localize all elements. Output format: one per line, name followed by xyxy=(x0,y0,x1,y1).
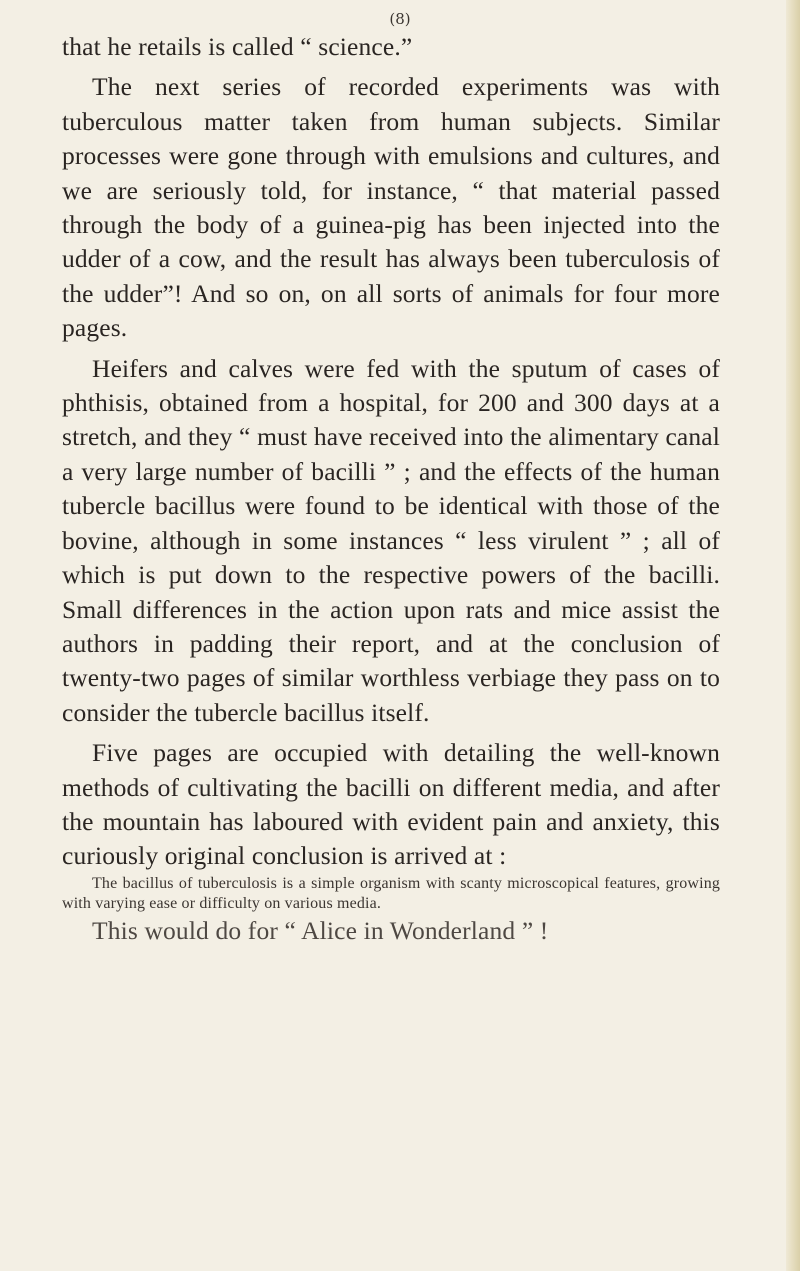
quoted-conclusion: The bacillus of tuberculosis is a simple organism with scanty microscopical features, growing with varying ease or difficulty on various media. xyxy=(62,874,720,912)
page-number: (8) xyxy=(389,10,411,28)
closing-line: This would do for “ Alice in Wonderland ” ! xyxy=(92,915,549,945)
paragraph-cultivation: Five pages are occupied with detailing the well-known methods of cultivating the bacilli on different media, and after the mountain has laboured with evident pain and anxiety, this curiously original conclusion is arrived at : xyxy=(62,738,720,871)
page-body xyxy=(62,30,720,948)
paragraph-continuation: that he retails is called “ science.” xyxy=(62,32,413,61)
paragraph-heifers: Heifers and calves were fed with the sputum of cases of phthisis, obtained from a hospital, for 200 and 300 days at a stretch, and they “ must have received into the alimentary canal a very large number of bacilli ” ; and the effects of the human tubercle bacillus were found to be identical with those of the bovine, although in some instances “ less virulent ” ; all of which is put down to the respective powers of the bacilli. Small differences in the action upon rats and mice assist the authors in padding their report, and at the conclusion of twenty-two pages of similar worthless verbiage they pass on to consider the tubercle bacillus itself. xyxy=(62,353,720,727)
page-edge xyxy=(786,0,800,1271)
paragraph-experiments: The next series of recorded experiments was with tuberculous matter taken from human subjects. Similar processes were gone through with emulsions and cultures, and we are seriously told, for instance, “ that material passed through the body of a guinea-pig has been injected into the udder of a cow, and the result has always been tuberculosis of the udder”! And so on, on all sorts of animals for four more pages. xyxy=(62,72,720,343)
